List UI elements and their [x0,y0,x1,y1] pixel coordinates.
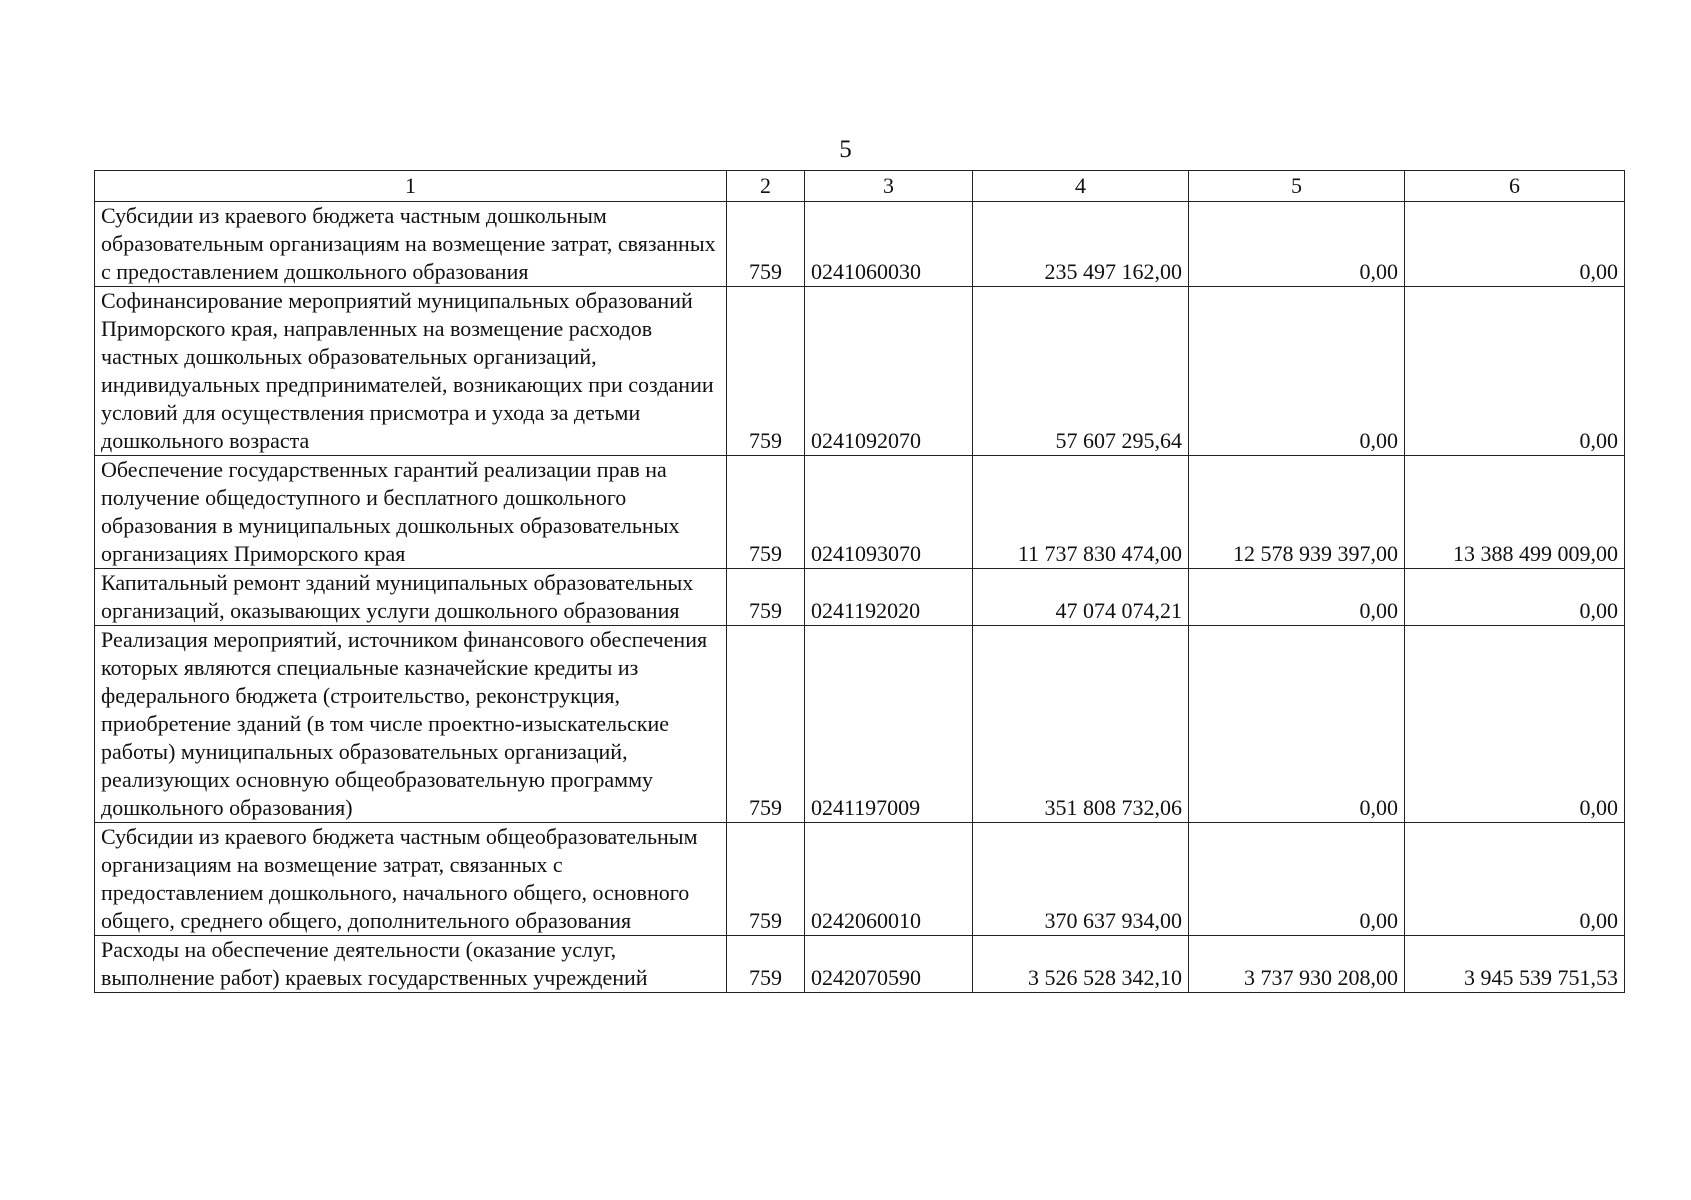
page-number: 5 [839,136,852,163]
row-department-code: 759 [727,823,805,936]
column-header-2: 2 [727,171,805,202]
row-amount-year3: 0,00 [1405,569,1625,626]
column-header-6: 6 [1405,171,1625,202]
row-amount-year3: 0,00 [1405,287,1625,456]
table-row [95,202,1625,287]
row-amount-year3: 0,00 [1405,626,1625,823]
row-amount-year1: 11 737 830 474,00 [973,456,1189,569]
row-amount-year2: 0,00 [1189,202,1405,287]
row-department-code: 759 [727,202,805,287]
row-target-code: 0241060030 [805,202,973,287]
row-amount-year3: 3 945 539 751,53 [1405,936,1625,993]
row-description: Расходы на обеспечение деятельности (оказание услуг, выполнение работ) краевых государственных учреждений [95,936,727,993]
row-target-code: 0241192020 [805,569,973,626]
table-row [95,936,1625,993]
table-row [95,823,1625,936]
budget-table [94,170,1625,993]
table-row [95,626,1625,823]
table-row [95,456,1625,569]
row-description: Обеспечение государственных гарантий реализации прав на получение общедоступного и бесплатного дошкольного образования в муниципальных дошкольных образовательных организациях Приморского края [95,456,727,569]
column-header-3: 3 [805,171,973,202]
row-amount-year2: 0,00 [1189,626,1405,823]
row-description: Капитальный ремонт зданий муниципальных образовательных организаций, оказывающих услуги дошкольного образования [95,569,727,626]
row-amount-year1: 351 808 732,06 [973,626,1189,823]
row-department-code: 759 [727,569,805,626]
row-description: Субсидии из краевого бюджета частным дошкольным образовательным организациям на возмещение затрат, связанных с предоставлением дошкольного образования [95,202,727,287]
row-amount-year3: 0,00 [1405,823,1625,936]
row-department-code: 759 [727,287,805,456]
column-header-5: 5 [1189,171,1405,202]
column-header-1: 1 [95,171,727,202]
row-amount-year3: 13 388 499 009,00 [1405,456,1625,569]
row-target-code: 0242060010 [805,823,973,936]
row-amount-year2: 3 737 930 208,00 [1189,936,1405,993]
table-row [95,569,1625,626]
table-row [95,287,1625,456]
row-description: Реализация мероприятий, источником финансового обеспечения которых являются специальные казначейские кредиты из федерального бюджета (строительство, реконструкция, приобретение зданий (в том числе проектно-изыскательские работы) муниципальных образовательных организаций, реализующих основную общеобразовательную программу дошкольного образования) [95,626,727,823]
row-department-code: 759 [727,456,805,569]
row-amount-year2: 0,00 [1189,823,1405,936]
row-amount-year1: 3 526 528 342,10 [973,936,1189,993]
row-target-code: 0241093070 [805,456,973,569]
row-amount-year1: 47 074 074,21 [973,569,1189,626]
row-amount-year2: 0,00 [1189,287,1405,456]
row-amount-year1: 235 497 162,00 [973,202,1189,287]
row-target-code: 0241092070 [805,287,973,456]
row-amount-year1: 370 637 934,00 [973,823,1189,936]
row-target-code: 0241197009 [805,626,973,823]
row-description: Субсидии из краевого бюджета частным общеобразовательным организациям на возмещение затрат, связанных с предоставлением дошкольного, начального общего, основного общего, среднего общего, дополнительного образования [95,823,727,936]
row-target-code: 0242070590 [805,936,973,993]
row-amount-year2: 12 578 939 397,00 [1189,456,1405,569]
row-department-code: 759 [727,936,805,993]
row-amount-year3: 0,00 [1405,202,1625,287]
row-amount-year2: 0,00 [1189,569,1405,626]
row-amount-year1: 57 607 295,64 [973,287,1189,456]
row-department-code: 759 [727,626,805,823]
header-row [95,171,1625,202]
column-header-4: 4 [973,171,1189,202]
row-description: Софинансирование мероприятий муниципальных образований Приморского края, направленных на возмещение расходов частных дошкольных образовательных организаций, индивидуальных предпринимателей, возникающих при создании условий для осуществления присмотра и ухода за детьми дошкольного возраста [95,287,727,456]
